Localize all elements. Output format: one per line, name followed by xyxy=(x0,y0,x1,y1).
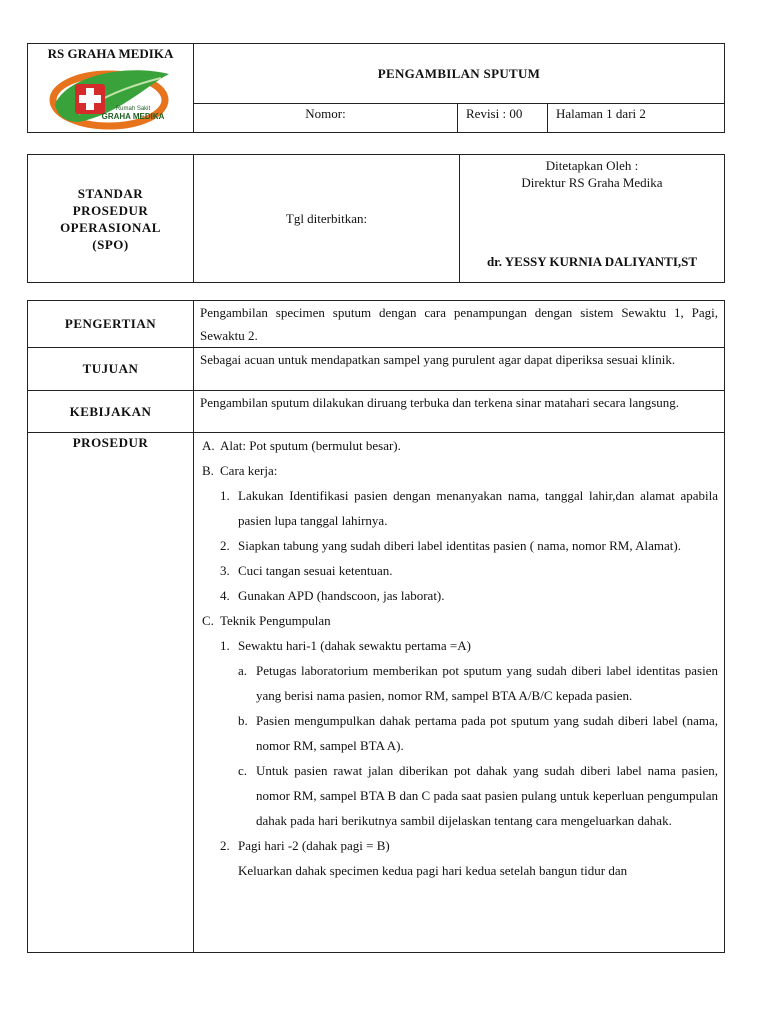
direktur-label: Direktur RS Graha Medika xyxy=(521,175,663,190)
prosedur-label: PROSEDUR xyxy=(28,433,194,953)
list-item xyxy=(202,433,718,458)
item-text: Siapkan tabung yang sudah diberi label identitas pasien ( nama, nomor RM, Alamat). xyxy=(238,538,681,553)
prosedur-content xyxy=(194,433,725,953)
spo-line4: (SPO) xyxy=(92,236,129,252)
spo-line1: STANDAR xyxy=(77,185,144,201)
item-marker: 2. xyxy=(220,538,230,553)
item-marker: 2. xyxy=(220,838,230,853)
list-item xyxy=(202,633,718,658)
tujuan-text: Sebagai acuan untuk mendapatkan sampel yang purulent agar dapat diperiksa sesuai klinik. xyxy=(194,348,725,391)
item-marker: 3. xyxy=(220,563,230,578)
document-title: PENGAMBILAN SPUTUM xyxy=(194,44,725,104)
header-table xyxy=(27,43,725,133)
kebijakan-label: KEBIJAKAN xyxy=(28,391,194,433)
list-item xyxy=(202,658,718,708)
list-item xyxy=(202,833,718,858)
item-text: Untuk pasien rawat jalan diberikan pot dahak yang sudah diberi label nama pasien, nomor RM, sampel BTA B dan C pada saat pasien pulang untuk keperluan pengumpulan dahak pada hari berikutnya sambil dijelaskan tentang cara mengeluarkan dahak. xyxy=(256,763,718,828)
list-item xyxy=(202,758,718,833)
tujuan-label: TUJUAN xyxy=(28,348,194,391)
item-marker: 1. xyxy=(220,638,230,653)
list-item xyxy=(202,558,718,583)
hospital-name: RS GRAHA MEDIKA xyxy=(47,46,174,61)
item-marker: 1. xyxy=(220,488,230,503)
approval-cell xyxy=(460,155,725,283)
item-text: Pasien mengumpulkan dahak pertama pada pot sputum yang sudah diberi label (nama, nomor RM, sampel BTA A). xyxy=(256,713,718,753)
list-item xyxy=(202,533,718,558)
item-text: Petugas laboratorium memberikan pot sputum yang sudah diberi label identitas pasien yang berisi nama pasien, nomor RM, sampel BTA A/B/C kepada pasien. xyxy=(256,663,718,703)
spo-line2: PROSEDUR xyxy=(72,202,149,218)
logo-line2: GRAHA MEDIKA xyxy=(101,112,164,121)
item-text: Sewaktu hari-1 (dahak sewaktu pertama =A) xyxy=(238,638,471,653)
item-marker: c. xyxy=(238,763,248,778)
pengertian-text: Pengambilan specimen sputum dengan cara penampungan dengan sistem Sewaktu 1, Pagi, Sewaktu 2. xyxy=(194,301,725,348)
item-marker: b. xyxy=(238,713,248,728)
item-marker: A. xyxy=(202,438,215,453)
nomor-field: Nomor: xyxy=(194,104,458,133)
item-marker: a. xyxy=(238,663,248,678)
ditetapkan-label: Ditetapkan Oleh : xyxy=(545,158,639,173)
item-text: Cara kerja: xyxy=(220,463,278,478)
spo-label xyxy=(28,155,194,283)
item-marker: C. xyxy=(202,613,214,628)
paragraph: Keluarkan dahak specimen kedua pagi hari kedua setelah bangun tidur dan xyxy=(238,863,628,878)
item-marker: B. xyxy=(202,463,214,478)
item-text: Teknik Pengumpulan xyxy=(220,613,331,628)
spo-table xyxy=(27,154,725,283)
item-text: Cuci tangan sesuai ketentuan. xyxy=(238,563,393,578)
list-item xyxy=(202,583,718,608)
hospital-cell xyxy=(28,44,194,133)
list-item xyxy=(202,608,718,633)
item-text: Gunakan APD (handscoon, jas laborat). xyxy=(238,588,445,603)
item-marker: 4. xyxy=(220,588,230,603)
list-item xyxy=(202,708,718,758)
doctor-name: dr. YESSY KURNIA DALIYANTI,ST xyxy=(486,254,698,269)
halaman-field: Halaman 1 dari 2 xyxy=(548,104,725,133)
spo-line3: OPERASIONAL xyxy=(60,219,161,235)
item-text: Alat: Pot sputum (bermulut besar). xyxy=(220,438,401,453)
kebijakan-text: Pengambilan sputum dilakukan diruang terbuka dan terkena sinar matahari secara langsung. xyxy=(194,391,725,433)
item-text: Lakukan Identifikasi pasien dengan menanyakan nama, tanggal lahir,dan alamat apabila pasien lupa tanggal lahirnya. xyxy=(238,488,718,528)
hospital-logo xyxy=(49,64,173,130)
content-table xyxy=(27,300,725,953)
revisi-field: Revisi : 00 xyxy=(458,104,548,133)
pengertian-label: PENGERTIAN xyxy=(28,301,194,348)
item-text: Pagi hari -2 (dahak pagi = B) xyxy=(238,838,390,853)
list-item xyxy=(202,483,718,533)
logo-line1: Rumah Sakit xyxy=(115,106,150,112)
list-item xyxy=(202,458,718,483)
tgl-diterbitkan: Tgl diterbitkan: xyxy=(194,155,460,283)
